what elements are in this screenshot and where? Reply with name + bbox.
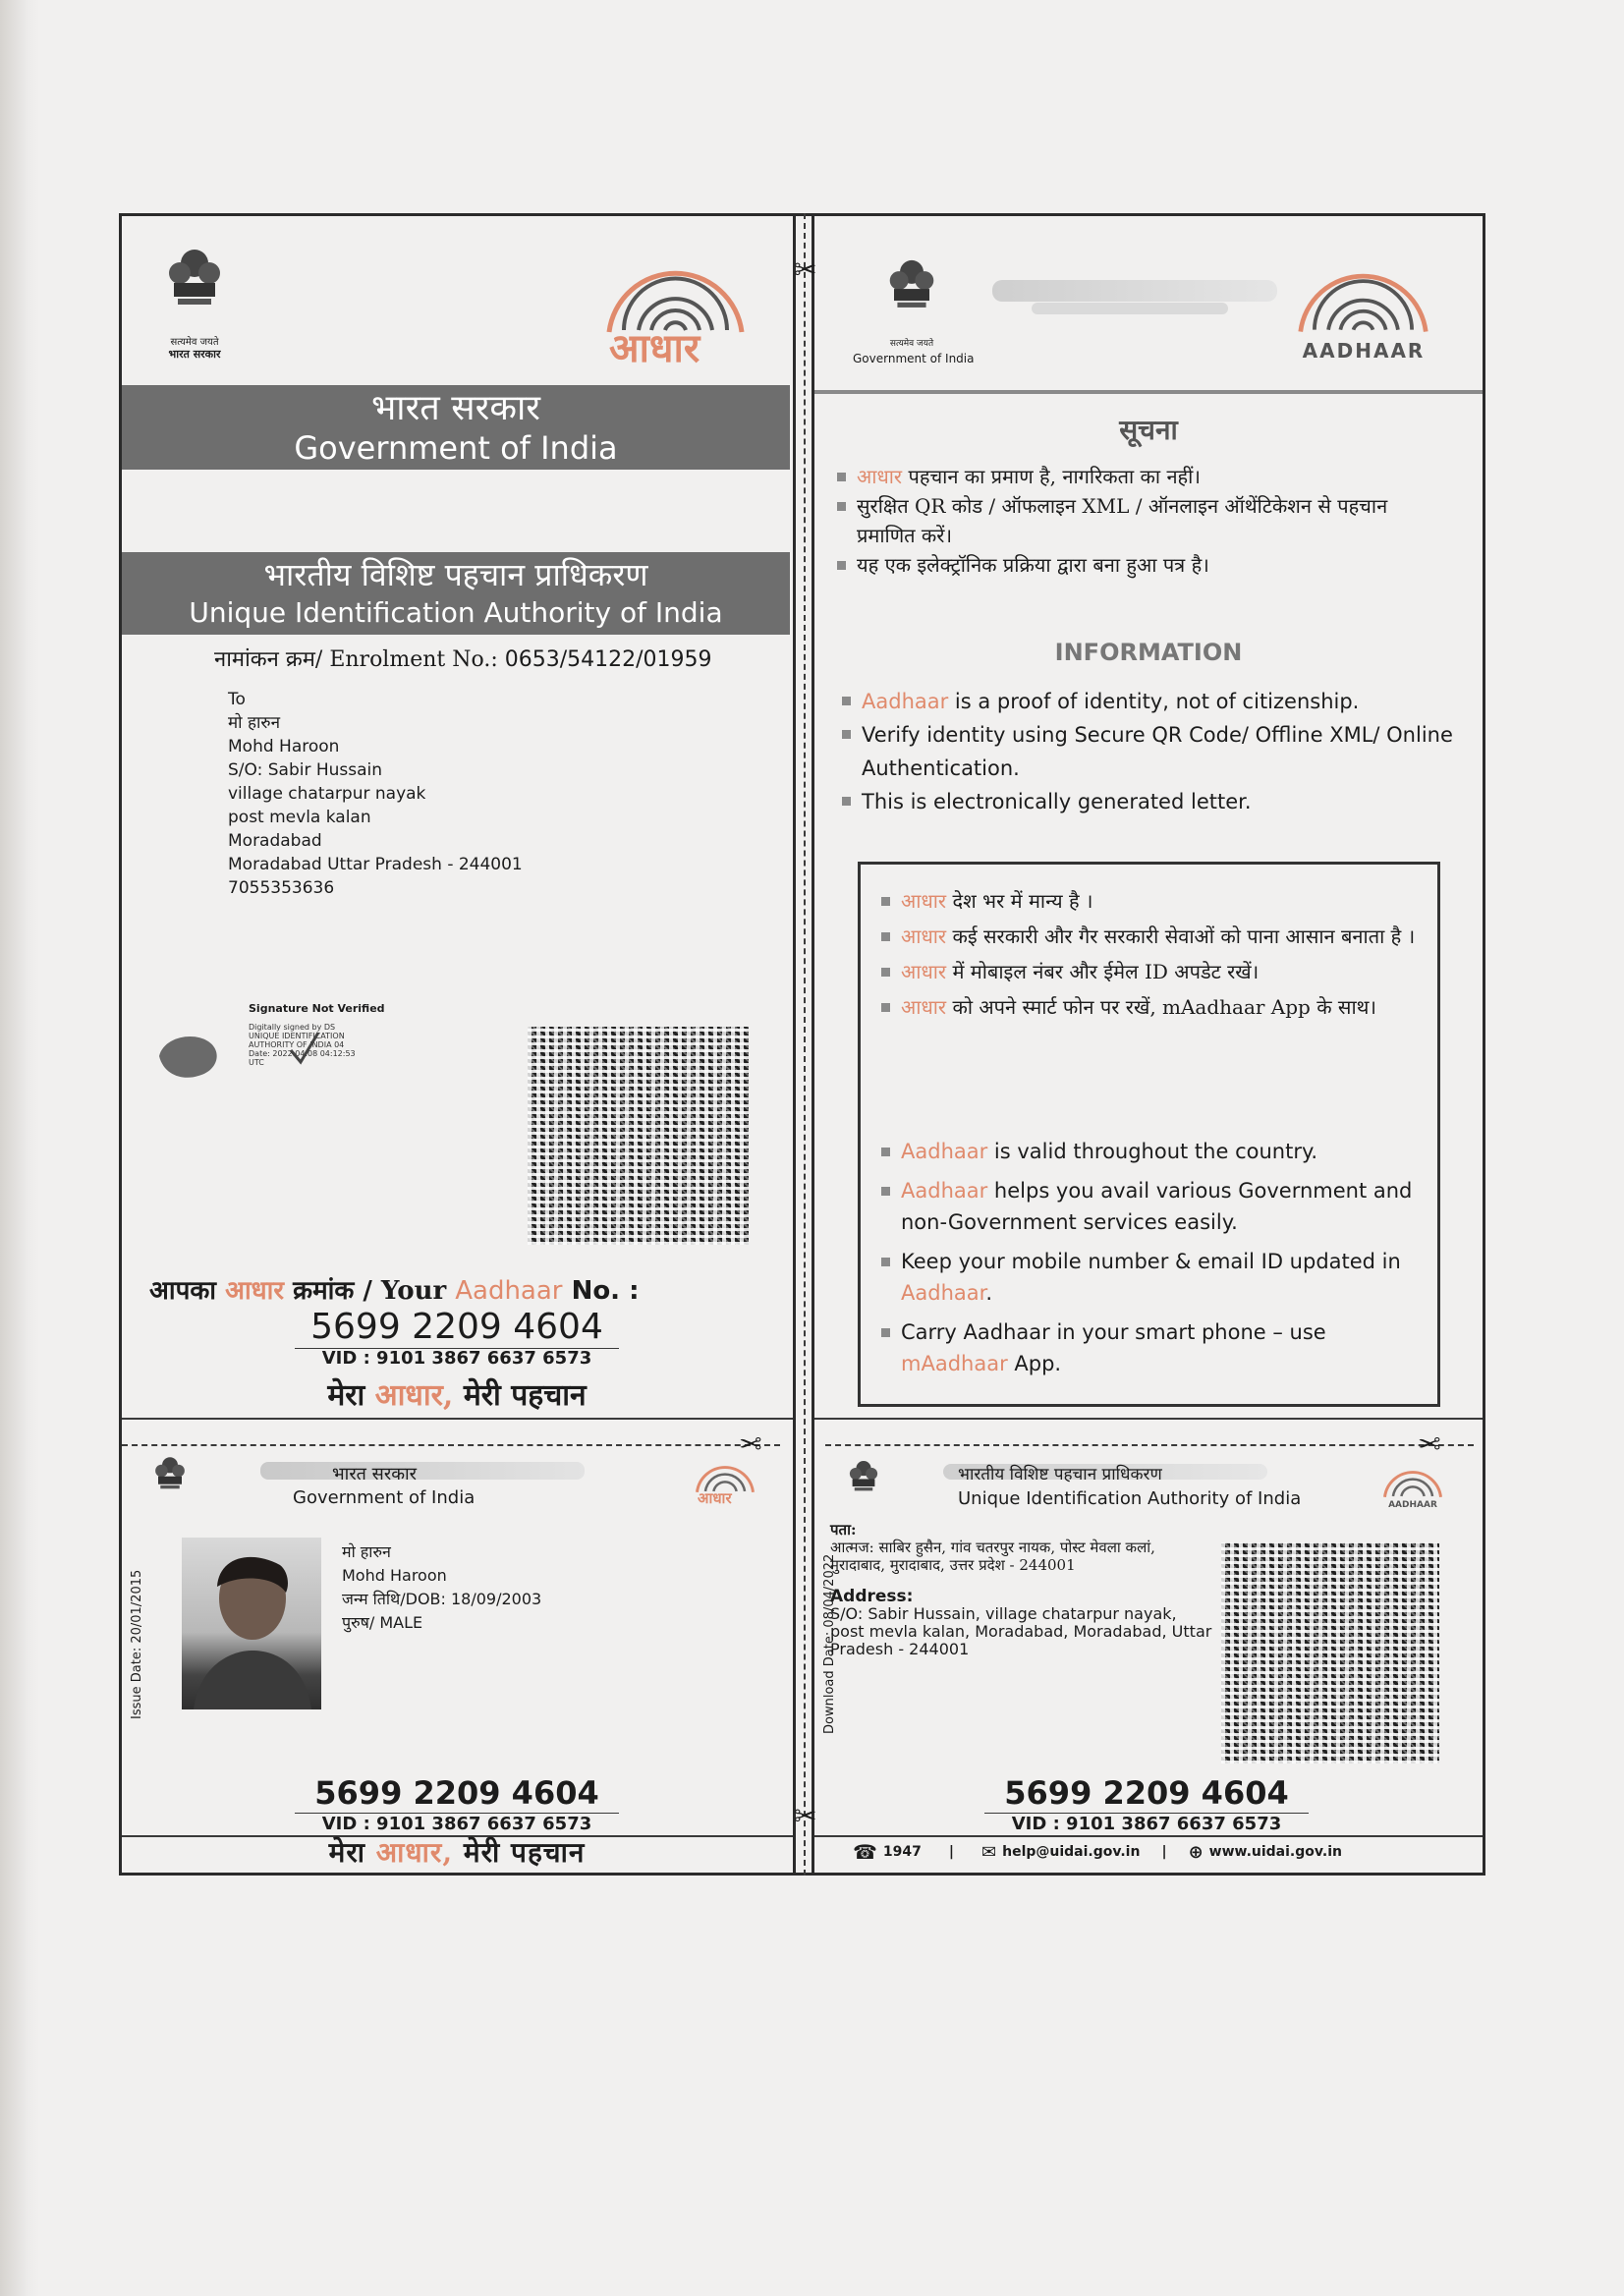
tagline-part: आधार, xyxy=(374,1378,454,1413)
box-item xyxy=(879,957,1420,986)
box-item xyxy=(879,992,1420,1022)
tagline-part: मेरा xyxy=(328,1836,366,1869)
card-aadhaar-number: 5699 2209 4604 xyxy=(1004,1774,1289,1812)
address-label: Address: xyxy=(830,1587,914,1606)
aadhaar-fingerprint-logo-icon xyxy=(1282,257,1444,341)
card-address xyxy=(830,1521,1213,1658)
emblem-caption: Government of India xyxy=(853,352,975,365)
tagline-part: आधार, xyxy=(375,1836,454,1869)
card-holder-details xyxy=(342,1540,541,1635)
emblem-caption: भारत सरकार xyxy=(168,348,221,361)
card-vid-number: VID : 9101 3867 6637 6573 xyxy=(321,1814,592,1834)
holder-name-hindi: मो हारुन xyxy=(342,1542,391,1561)
highlight: mAadhaar xyxy=(901,1352,1008,1375)
section-divider xyxy=(122,1418,793,1420)
notice-item xyxy=(835,550,1425,580)
header-smudge xyxy=(992,280,1277,302)
separator: | xyxy=(948,1844,955,1860)
address-hindi: आत्मज: साबिर हुसैन, गांव चतरपुर नायक, पोस्ट मेवला कलां, मुरादाबाद, मुरादाबाद, उत्तर प्रदेश - 244001 xyxy=(830,1539,1155,1574)
tagline xyxy=(246,1373,668,1414)
emblem-caption: सत्यमेव जयते xyxy=(170,337,219,348)
phone-icon: ☎ xyxy=(853,1840,877,1864)
card-tagline xyxy=(246,1833,668,1871)
uidai-band xyxy=(122,552,790,635)
box-item xyxy=(879,922,1420,951)
emblem-caption: सत्यमेव जयते xyxy=(889,339,934,349)
separator: | xyxy=(1161,1844,1167,1860)
highlight: Aadhaar xyxy=(901,1281,986,1305)
signature-line: UTC xyxy=(249,1058,264,1067)
uidai-english: Unique Identification Authority of India xyxy=(189,596,723,629)
card-uidai-english: Unique Identification Authority of India xyxy=(958,1488,1302,1509)
highlight: आधार xyxy=(901,889,947,913)
card-footer-rule xyxy=(814,1835,1483,1837)
text: यह एक इलेक्ट्रॉनिक प्रक्रिया द्वारा बना हुआ पत्र है। xyxy=(857,553,1209,577)
highlight: Aadhaar xyxy=(901,1179,988,1203)
aadhaar-fingerprint-logo-icon xyxy=(1378,1464,1447,1501)
helpline-number: 1947 xyxy=(882,1844,922,1860)
national-emblem-icon xyxy=(845,1456,882,1510)
text: is a proof of identity, not of citizenship. xyxy=(948,690,1360,713)
scissors-icon: ✂ xyxy=(794,253,817,286)
government-english: Government of India xyxy=(294,429,618,467)
enrolment-label: नामांकन क्रम/ Enrolment No.: xyxy=(214,647,498,672)
scissors-icon: ✂ xyxy=(1418,1427,1441,1459)
label-part: क्रमांक / Your xyxy=(293,1276,447,1306)
address-line: 7055353636 xyxy=(228,878,335,898)
text: Keep your mobile number & email ID updated in xyxy=(901,1250,1401,1273)
notice-item xyxy=(835,491,1425,550)
notice-title: सूचना xyxy=(1119,414,1178,446)
aadhaar-logo-text: AADHAAR xyxy=(1302,339,1426,363)
holder-name: Mohd Haroon xyxy=(342,1566,447,1585)
address-line: To xyxy=(228,690,246,709)
your-aadhaar-label xyxy=(149,1271,640,1307)
help-email[interactable]: help@uidai.gov.in xyxy=(1002,1844,1141,1860)
section-divider xyxy=(814,1418,1483,1420)
highlight: आधार xyxy=(901,995,947,1019)
vid-number: VID : 9101 3867 6637 6573 xyxy=(321,1348,592,1369)
address-line: post mevla kalan xyxy=(228,808,371,827)
paper-edge xyxy=(0,0,39,2296)
address-label-hindi: पता: xyxy=(830,1521,857,1539)
info-item xyxy=(840,718,1469,785)
cut-line-horizontal xyxy=(122,1444,780,1446)
signature-line: UNIQUE IDENTIFICATION xyxy=(249,1032,345,1040)
national-emblem-icon xyxy=(150,1452,190,1509)
box-hindi-list xyxy=(879,886,1420,1022)
highlight: आधार xyxy=(857,465,903,488)
contact-bar xyxy=(853,1840,1452,1864)
center-divider-right xyxy=(812,213,814,1876)
header-smudge xyxy=(260,1462,585,1480)
header-rule xyxy=(814,390,1483,394)
enrolment-number xyxy=(214,644,712,673)
text: देश भर में मान्य है । xyxy=(946,889,1093,913)
notice-item xyxy=(835,462,1425,491)
text: पहचान का प्रमाण है, नागरिकता का नहीं। xyxy=(902,465,1201,488)
address-line: Moradabad xyxy=(228,831,322,851)
information-title: INFORMATION xyxy=(1054,639,1243,666)
card-vid-number: VID : 9101 3867 6637 6573 xyxy=(1011,1814,1282,1834)
scissors-icon: ✂ xyxy=(739,1427,762,1459)
person-photo-icon xyxy=(182,1538,321,1709)
issue-date: Issue Date: 20/01/2015 xyxy=(130,1569,144,1719)
text: App. xyxy=(1007,1352,1062,1375)
highlight: आधार xyxy=(901,960,947,983)
signature-line: AUTHORITY OF INDIA 04 xyxy=(249,1040,345,1049)
hindi-notice-list xyxy=(835,462,1425,580)
box-item xyxy=(879,1246,1420,1309)
info-item xyxy=(840,685,1469,718)
address-line: village chatarpur nayak xyxy=(228,784,426,804)
cut-line-vertical xyxy=(804,213,806,1876)
address-line: Mohd Haroon xyxy=(228,737,340,756)
box-item xyxy=(879,1316,1420,1379)
label-part: Aadhaar xyxy=(455,1276,563,1306)
national-emblem-icon xyxy=(882,253,941,337)
holder-gender: पुरुष/ MALE xyxy=(342,1613,423,1632)
tagline-part: मेरी पहचान xyxy=(463,1836,586,1869)
aadhaar-logo-text: आधार xyxy=(609,325,700,371)
card-qr-code xyxy=(1221,1542,1439,1764)
text: Verify identity using Secure QR Code/ Offline XML/ Online Authentication. xyxy=(862,723,1453,780)
text: Carry Aadhaar in your smart phone – use xyxy=(901,1320,1326,1344)
text: This is electronically generated letter. xyxy=(862,790,1252,813)
address-line: Moradabad Uttar Pradesh - 244001 xyxy=(228,855,523,874)
uidai-hindi: भारतीय विशिष्ट पहचान प्राधिकरण xyxy=(263,556,648,593)
qr-code xyxy=(528,1027,749,1245)
globe-icon: ⊕ xyxy=(1188,1841,1204,1863)
highlight: आधार xyxy=(901,924,947,948)
tagline-part: मेरा xyxy=(327,1378,365,1413)
government-band xyxy=(122,385,790,470)
box-item xyxy=(879,886,1420,916)
address-line: मो हारुन xyxy=(228,713,281,733)
signature-line: Date: 2022.04.08 04:12:53 xyxy=(249,1049,356,1058)
box-english-list xyxy=(879,1136,1420,1379)
email-icon: ✉ xyxy=(981,1841,997,1863)
text: helps you avail various Government and non-Government services easily. xyxy=(901,1179,1413,1234)
header-smudge xyxy=(1032,303,1228,314)
card-aadhaar-logo-text: आधार xyxy=(698,1489,732,1507)
text: . xyxy=(985,1281,993,1305)
tagline-part: मेरी पहचान xyxy=(463,1378,587,1413)
address-line: S/O: Sabir Hussain xyxy=(228,760,383,780)
label-part: आधार xyxy=(225,1276,285,1306)
government-hindi: भारत सरकार xyxy=(370,388,541,428)
website-link[interactable]: www.uidai.gov.in xyxy=(1208,1844,1342,1860)
recipient-address xyxy=(228,688,523,900)
aadhaar-number: 5699 2209 4604 xyxy=(310,1307,603,1347)
scissors-icon: ✂ xyxy=(794,1800,817,1832)
national-emblem-icon xyxy=(160,244,229,337)
card-aadhaar-logo-text: AADHAAR xyxy=(1388,1500,1437,1510)
signature-status: Signature Not Verified xyxy=(249,1002,385,1015)
info-item xyxy=(840,785,1469,818)
english-info-list xyxy=(840,685,1469,818)
signature-question-mark-icon xyxy=(149,1027,228,1086)
download-date: Download Date: 08/04/2022 xyxy=(822,1553,837,1734)
text: में मोबाइल नंबर और ईमेल ID अपडेट रखें। xyxy=(946,960,1260,983)
card-government-english: Government of India xyxy=(293,1487,476,1508)
check-mark-icon xyxy=(287,1027,322,1070)
card-government-hindi: भारत सरकार xyxy=(332,1464,418,1484)
box-item xyxy=(879,1175,1420,1238)
photo xyxy=(182,1538,321,1709)
address-english: S/O: Sabir Hussain, village chatarpur nayak, post mevla kalan, Moradabad, Moradabad, Uttar Pradesh - 244001 xyxy=(830,1604,1212,1658)
card-aadhaar-number: 5699 2209 4604 xyxy=(314,1774,599,1812)
holder-dob: जन्म तिथि/DOB: 18/09/2003 xyxy=(342,1590,542,1608)
text: कई सरकारी और गैर सरकारी सेवाओं को पाना आसान बनाता है । xyxy=(946,924,1416,948)
highlight: Aadhaar xyxy=(901,1140,988,1163)
text: को अपने स्मार्ट फोन पर रखें, mAadhaar App के साथ। xyxy=(946,995,1376,1019)
signature-line: Digitally signed by DS xyxy=(249,1023,336,1032)
text: सुरक्षित QR कोड / ऑफलाइन XML / ऑनलाइन ऑथेंटिकेशन से पहचान प्रमाणित करें। xyxy=(857,494,1388,547)
highlight: Aadhaar xyxy=(862,690,949,713)
card-uidai-hindi: भारतीय विशिष्ट पहचान प्राधिकरण xyxy=(958,1465,1162,1484)
label-part: आपका xyxy=(149,1276,217,1306)
text: is valid throughout the country. xyxy=(987,1140,1318,1163)
label-part: No. : xyxy=(571,1276,640,1306)
box-item xyxy=(879,1136,1420,1167)
cut-line-horizontal xyxy=(825,1444,1474,1446)
center-divider-left xyxy=(793,213,796,1876)
enrolment-value: 0653/54122/01959 xyxy=(504,647,712,672)
